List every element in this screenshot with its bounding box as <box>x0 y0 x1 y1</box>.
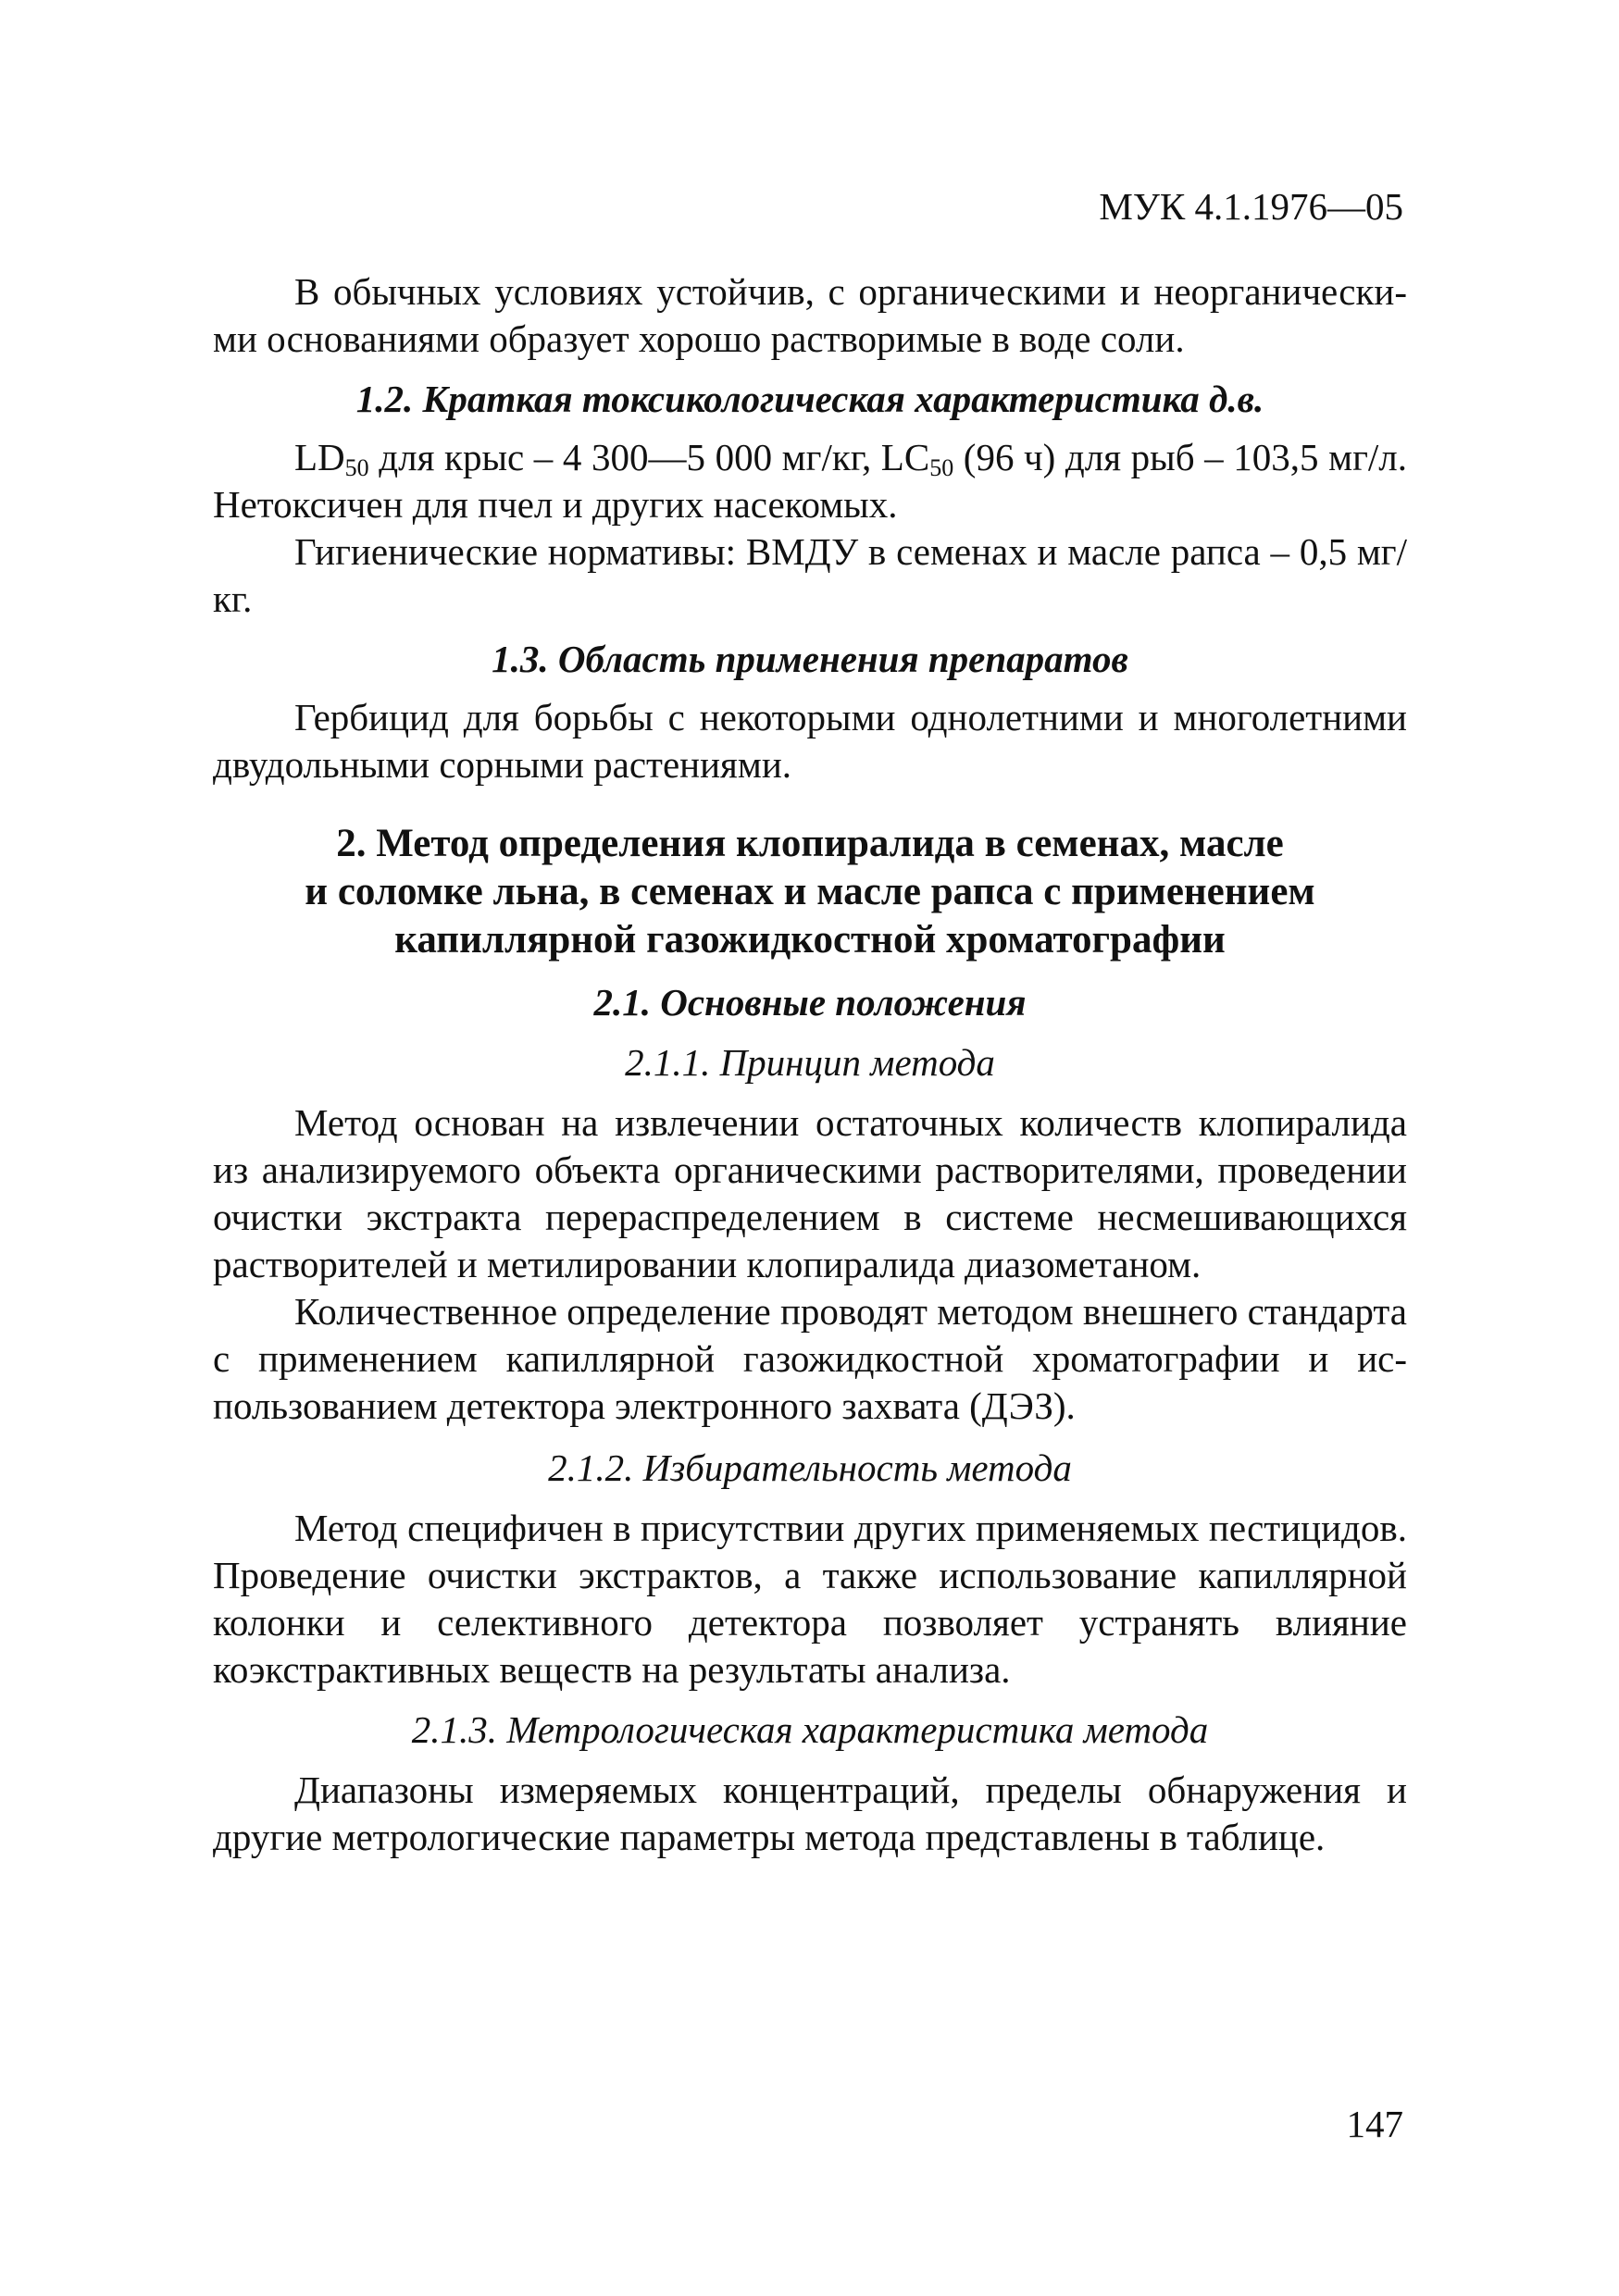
toxicity-mid: для крыс – 4 300—5 000 мг/кг, LC <box>368 436 930 478</box>
paragraph-toxicity <box>213 434 1407 528</box>
toxicity-end: (96 ч) для рыб – 103,5 мг/л. Нетоксичен для пчел и других насекомых. <box>213 436 1407 526</box>
ld-subscript: 50 <box>344 454 369 481</box>
heading-2-line-3: капиллярной газожидкостной хроматографии <box>394 918 1226 962</box>
paragraph-selectivity: Метод специфичен в присутствии других применяемых пестицидов. Проведение очистки экстрактов, а также использование капиллярной колонки и селективного детектора позволяет устранять влияние коэкстрактивных веществ на результаты анализа. <box>213 1507 1407 1691</box>
heading-2-line-1: 2. Метод определения клопиралида в семенах, масле <box>336 822 1284 865</box>
heading-2-line-2: и соломке льна, в семенах и масле рапса с применением <box>305 870 1315 913</box>
lc-subscript: 50 <box>929 454 954 481</box>
paragraph-principle: Метод основан на извлечении остаточных количеств клопиралида из анализируемого объекта органическими растворителями, проведении очистки экстракта перераспределением в системе несмешивающихся растворителей и метилировании клопиралида диазометаном. <box>213 1101 1407 1285</box>
page-number: 147 <box>1346 2103 1403 2145</box>
heading-2-1-2: 2.1.2. Избирательность метода <box>548 1446 1072 1489</box>
paragraph-application: Гербицид для борьбы с некоторыми однолетними и многолетними двудольными сорными растениями. <box>213 696 1407 786</box>
heading-2-1-3: 2.1.3. Метрологическая характеристика метода <box>411 1708 1209 1751</box>
ld-label: LD <box>294 436 345 478</box>
heading-1-2: 1.2. Краткая токсикологическая характеристика д.в. <box>355 378 1264 420</box>
heading-2 <box>213 820 1407 964</box>
paragraph-stability: В обычных условиях устойчив, с органическими и неорганическими основаниями образует хорошо растворимые в воде соли. <box>213 270 1407 360</box>
paragraph-metrology: Диапазоны измеряемых концентраций, пределы обнаружения и другие метрологические параметры метода представлены в таблице. <box>213 1769 1407 1858</box>
paragraph-quantification: Количественное определение проводят методом внешнего стандарта с применением капиллярной газожидкостной хроматографии и использованием детектора электронного захвата (ДЭЗ). <box>213 1290 1407 1427</box>
heading-2-1-1: 2.1.1. Принцип метода <box>625 1041 995 1084</box>
heading-1-3: 1.3. Область применения препаратов <box>492 638 1128 680</box>
paragraph-hygiene: Гигиенические нормативы: ВМДУ в семенах и масле рапса – 0,5 мг/кг. <box>213 530 1407 620</box>
document-code: МУК 4.1.1976—05 <box>1099 185 1403 228</box>
heading-2-1: 2.1. Основные положения <box>593 981 1027 1024</box>
page-body <box>213 268 1407 1861</box>
